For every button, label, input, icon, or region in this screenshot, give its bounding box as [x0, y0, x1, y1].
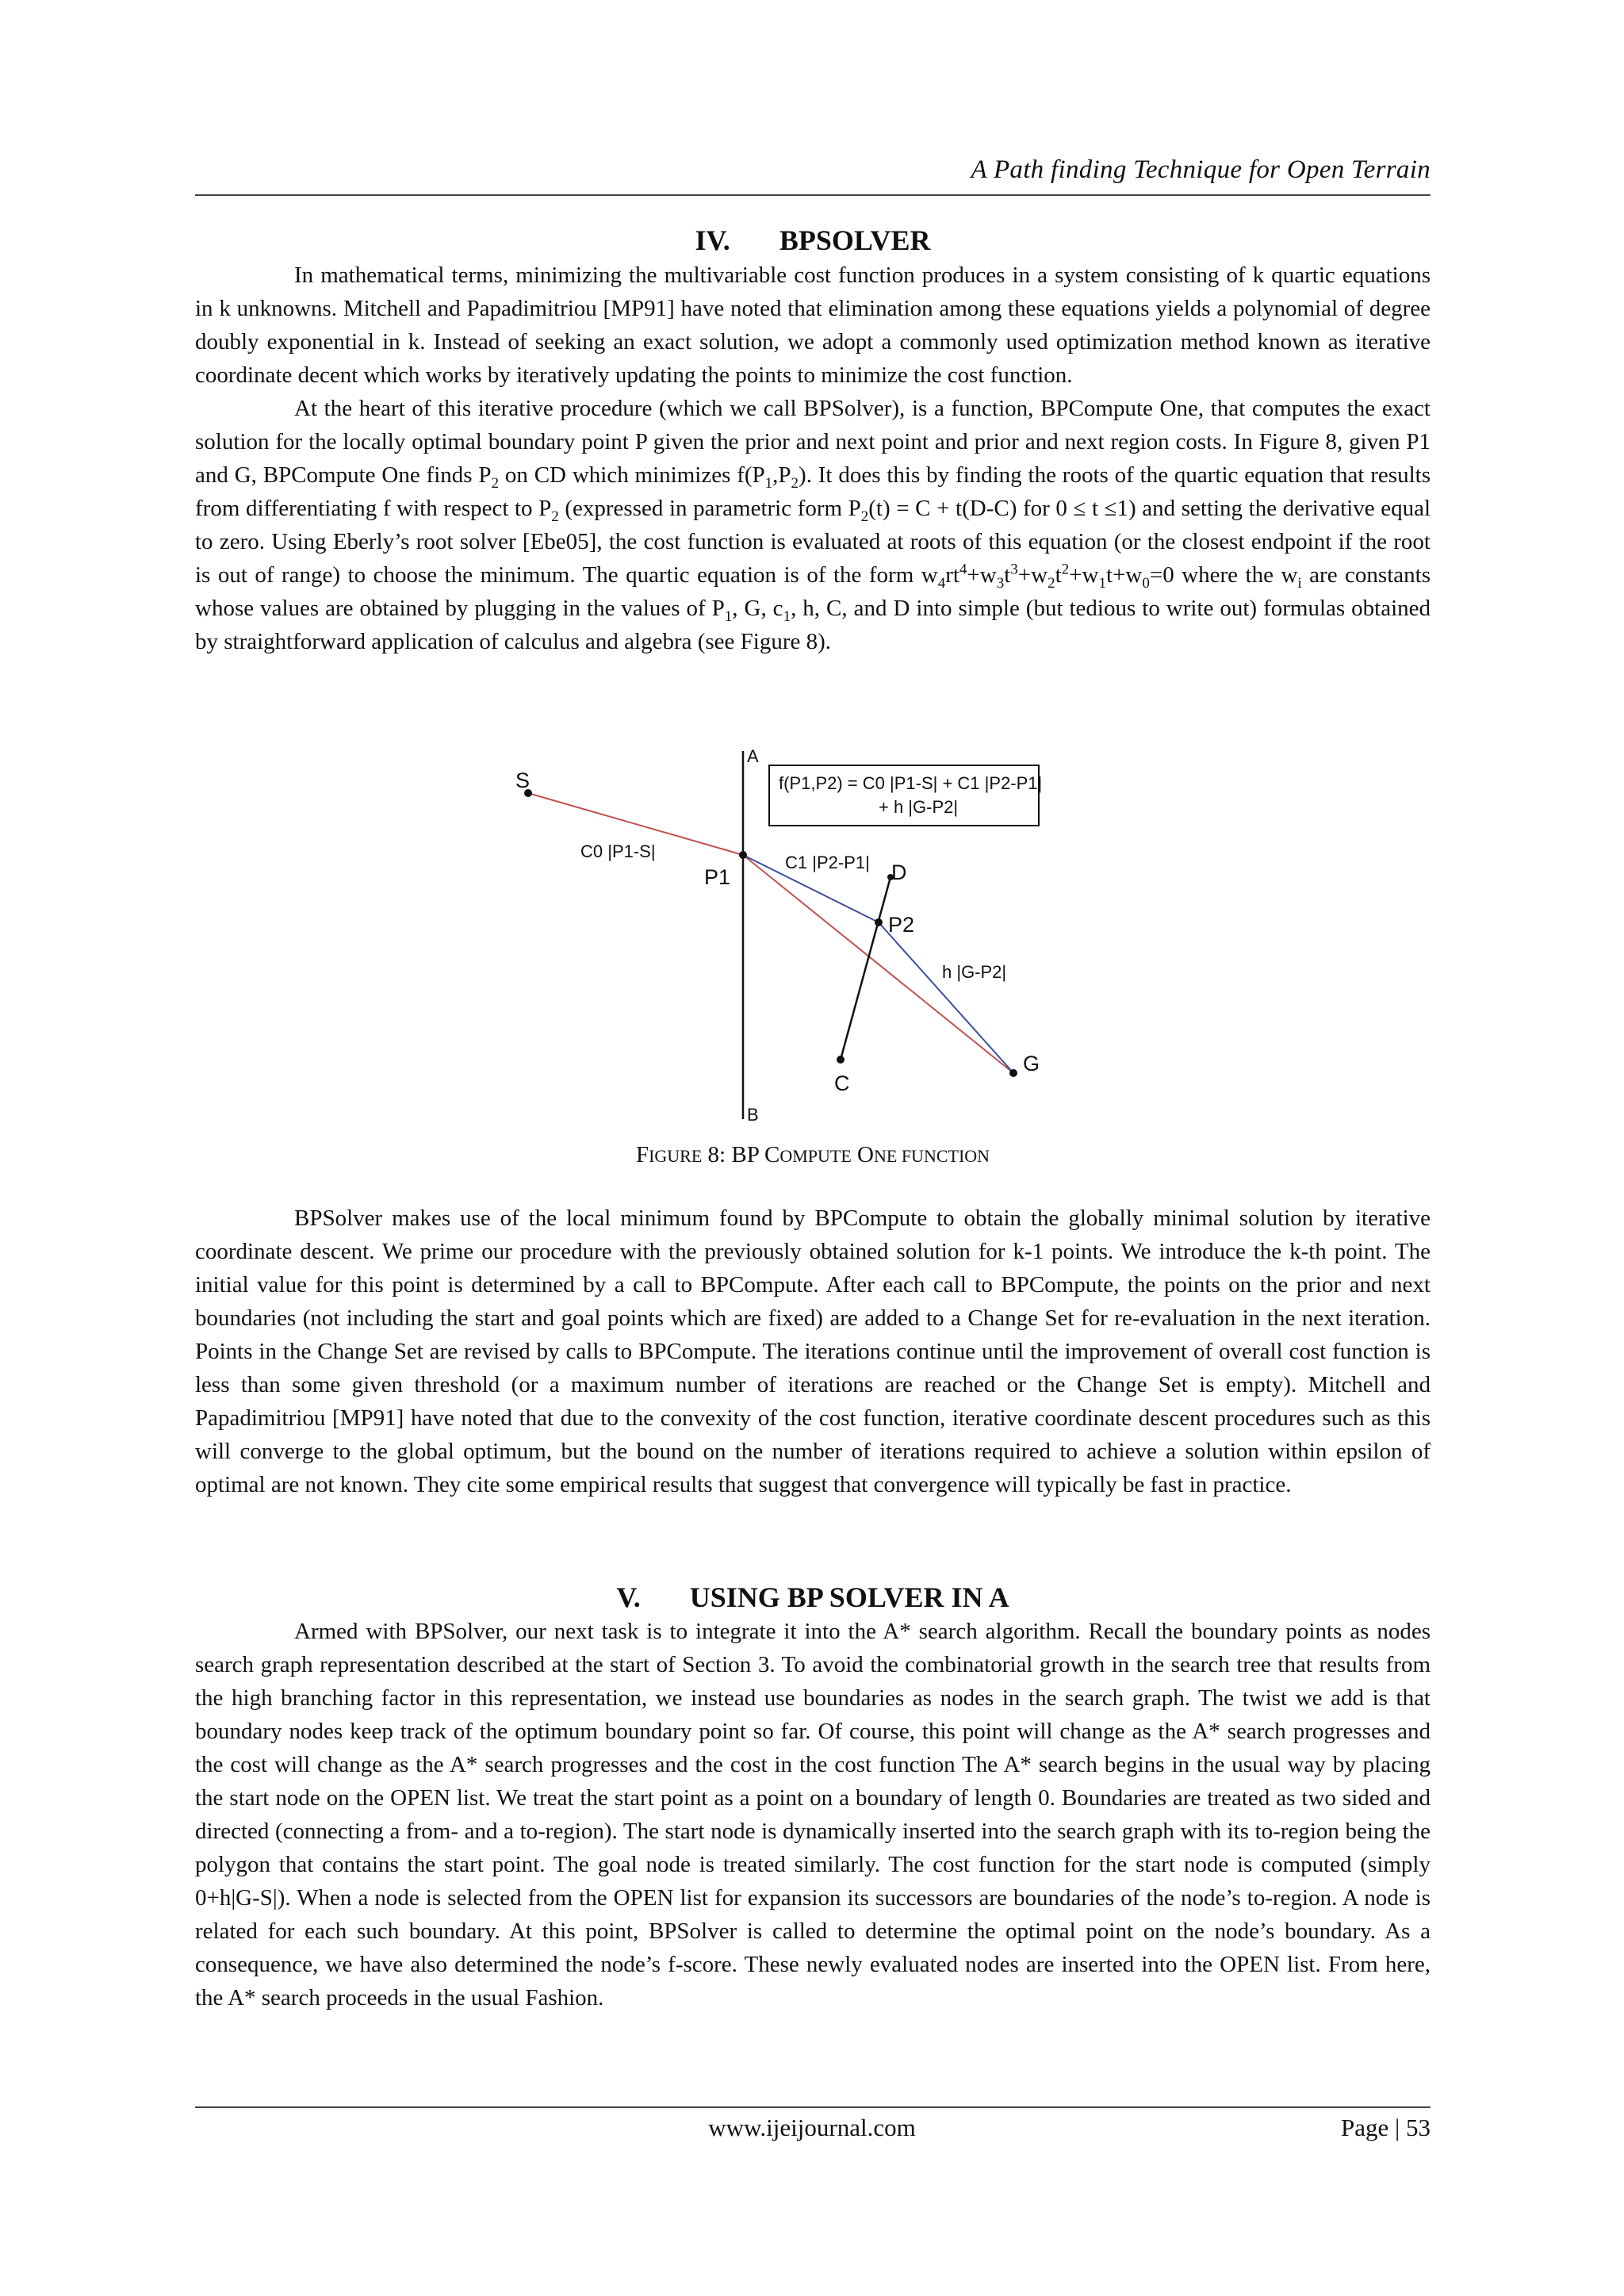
- label-a: A: [747, 746, 759, 766]
- paragraph: At the heart of this iterative procedure (which we call BPSolver), is a function, BPCompute One, that computes the exact solution for the locally optimal boundary point P given the prior and next point and prior and next region costs. In Figure 8, given P1 and G, BPCompute One finds $P_2$ on CD which minimizes $f(P_1,P_2)$. It does this by finding the roots of the quartic equation that results from differentiating f with respect to $P_2$ (expressed in parametric form $P_2(t) = C + t(D-C)$ for 0 ≤ t ≤1) and setting the derivative equal to zero. Using Eberly’s root solver [Ebe05], the cost function is evaluated at roots of this equation (or the closest endpoint if the root is out of range) to choose the minimum. The quartic equation is of the form $w_4rt^4+w_3t^3+w_2t^2+w_1t+w_0=0$ where the $w_i$ are constants whose values are obtained by plugging in the values of $P_1$, G, $c_1$, h, C, and D into simple (but tedious to write out) formulas obtained by straightforward application of calculus and algebra (see Figure 8).: [195, 396, 1431, 654]
- label-b: B: [747, 1105, 759, 1125]
- label-c1-cost: C1 |P2-P1|: [785, 853, 870, 872]
- label-c0-cost: C0 |P1-S|: [580, 841, 656, 861]
- label-p1: P1: [704, 865, 731, 889]
- label-d: D: [891, 861, 907, 884]
- section-title: BPSOLVER: [779, 224, 931, 256]
- footer-rule: [195, 2106, 1431, 2108]
- section-number: V.: [616, 1581, 641, 1613]
- journal-url: www.ijeijournal.com: [708, 2114, 916, 2141]
- section-title: USING BP SOLVER IN A: [689, 1581, 1009, 1613]
- label-s: S: [515, 769, 530, 792]
- paragraph: Armed with BPSolver, our next task is to integrate it into the A* search algorithm. Recall the boundary points as nodes search graph representation described at the start of Section 3. To avoid the combinatorial growth in the search tree that results from the high branching factor in this representation, we instead use boundaries as nodes in the search graph. The twist we add is that boundary nodes keep track of the optimum boundary point so far. Of course, this point will change as the A* search progresses and the cost will change as the A* search progresses and the cost in the cost function The A* search begins in the usual way by placing the start node on the OPEN list. We treat the start point as a point on a boundary of length 0. Boundaries are treated as two sided and directed (connecting a from- and a to-region). The start node is dynamically inserted into the search graph with its to-region being the polygon that contains the start point. The goal node is treated similarly. The cost function for the start node is computed (simply 0+h|G-S|). When a node is selected from the OPEN list for expansion its successors are boundaries of the node’s to-region. A node is related for each such boundary. At this point, BPSolver is called to determine the optimal point on the node’s boundary. As a consequence, we have also determined the node’s f-score. These newly evaluated nodes are inserted into the OPEN list. From here, the A* search proceeds in the usual Fashion.: [195, 1619, 1431, 2010]
- label-h-cost: h |G-P2|: [942, 962, 1007, 982]
- paragraph: BPSolver makes use of the local minimum found by BPCompute to obtain the globally minimal solution by iterative coordinate descent. We prime our procedure with the previously obtained solution for k-1 points. We introduce the k-th point. The initial value for this point is determined by a call to BPCompute. After each call to BPCompute, the points on the prior and next boundaries (not including the start and goal points which are fixed) are added to a Change Set for re-evaluation in the next iteration. Points in the Change Set are revised by calls to BPCompute. The iterations continue until the improvement of overall cost function is less than some given threshold (or a maximum number of iterations are reached or the Change Set is empty). Mitchell and Papadimitriou [MP91] have noted that due to the convexity of the cost function, iterative coordinate descent procedures such as this will converge to the global optimum, but the bound on the number of iterations required to achieve a solution within epsilon of optimal are not known. They cite some empirical results that suggest that convergence will typically be fast in practice.: [195, 1205, 1431, 1497]
- page-number: Page | 53: [1341, 2114, 1431, 2141]
- formula-line-1: f(P1,P2) = C0 |P1-S| + C1 |P2-P1|: [779, 773, 1043, 793]
- label-p2: P2: [888, 913, 915, 937]
- section-number: IV.: [695, 224, 730, 256]
- paragraph: In mathematical terms, minimizing the multivariable cost function produces in a system consisting of k quartic equations in k unknowns. Mitchell and Papadimitriou [MP91] have noted that elimination among these equations yields a polynomial of degree doubly exponential in k. Instead of seeking an exact solution, we adopt a commonly used optimization method known as iterative coordinate decent which works by iteratively updating the points to minimize the cost function.: [195, 263, 1431, 388]
- running-title: A Path finding Technique for Open Terrain: [971, 155, 1431, 184]
- point-p1: [739, 851, 747, 859]
- section-heading-5: [195, 1581, 1431, 1614]
- section-5-body: [195, 1615, 1431, 2014]
- label-c: C: [834, 1071, 850, 1095]
- point-p2: [875, 918, 883, 926]
- label-g: G: [1023, 1052, 1040, 1075]
- header-rule: [195, 194, 1431, 196]
- section-4-body: [195, 259, 1431, 658]
- point-c: [837, 1056, 845, 1064]
- section-heading-4: [195, 224, 1431, 257]
- segment-p2-g: [879, 922, 1013, 1073]
- formula-line-2: + h |G-P2|: [879, 797, 959, 817]
- section-4-body-continued: [195, 1202, 1431, 1501]
- point-g: [1009, 1069, 1017, 1077]
- figure-caption: FIGURE 8: BP COMPUTE ONE FUNCTION: [635, 1142, 990, 1167]
- figure-8-diagram: [492, 742, 1078, 1138]
